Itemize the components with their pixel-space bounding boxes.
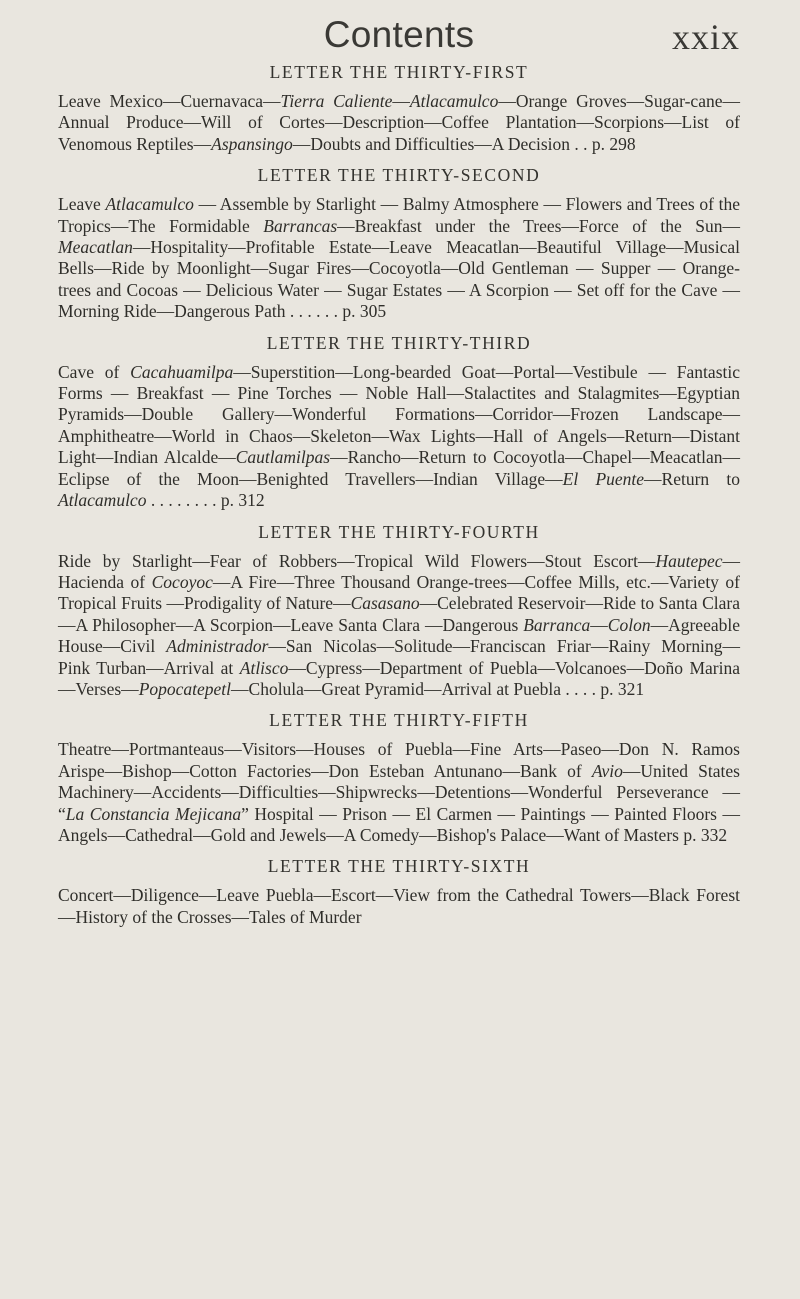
italic-term: Barranca [523,614,591,635]
letter-summary: Concert—Diligence—Leave Puebla—Escort—View from the Cathedral Towers—Black Forest—History of the Crosses—Tales of Murder [58,885,740,927]
letter-heading: LETTER THE THIRTY-FIFTH [269,710,529,731]
page-reference: p. 305 [342,301,387,322]
dot-leader: . . [570,133,592,154]
folio-page-number: xxix [671,17,740,57]
page-reference: p. 321 [600,678,645,699]
letter-heading: LETTER THE THIRTY-SECOND [257,165,541,186]
italic-term: Hautepec [655,550,723,571]
letter-heading: LETTER THE THIRTY-SIXTH [267,856,531,877]
letter-heading: LETTER THE THIRTY-THIRD [266,332,532,353]
letter-summary: Ride by Starlight—Fear of Robbers—Tropical Wild Flowers—Stout Escort—Hautepec—Hacienda of Cocoyoc—A Fire—Three Thousand Orange-trees—Coffee Mills, etc.—Variety of Tropical Fruits —Prodigality of Nature—Casasano—Celebrated Reservoir—Ride to Santa Clara—A Philosopher—A Scorpion—Leave Santa Clara —Dangerous Barranca—Colon—Agreeable House—Civil Administrador—San Nicolas—Solitude—Franciscan Friar—Rainy Morning—Pink Turban—Arrival at Atlisco—Cypress—Department of Puebla—Volcanoes—Doño Marina—Verses—Popocatepetl—Cholula—Great Pyramid—Arrival at Puebla . . . . p. 321 [58,550,740,699]
letter-entry [58,62,740,155]
italic-term: Meacatlan [58,237,133,258]
letter-summary: Leave Mexico—Cuernavaca—Tierra Caliente—Atlacamulco—Orange Groves—Sugar-cane—Annual Produce—Will of Cortes—Description—Coffee Plantation—Scorpions—List of Venomous Reptiles—Aspansingo—Doubts and Difficulties—A Decision . . p. 298 [58,91,740,154]
letter-heading: LETTER THE THIRTY-FOURTH [258,521,540,542]
page-reference: p. 298 [591,133,636,154]
page-reference: p. 312 [220,490,265,511]
letter-summary: Theatre—Portmanteaus—Visitors—Houses of Puebla—Fine Arts—Paseo—Don N. Ramos Arispe—Bishop—Cotton Factories—Don Esteban Antunano—Bank of Avio—United States Machinery—Accidents—Difficulties—Shipwrecks—Detentions—Wonderful Perseverance — “La Constancia Mejicana” Hospital — Prison — El Carmen — Paintings — Painted Floors — Angels—Cathedral—Gold and Jewels—A Comedy—Bishop's Palace—Want of Masters p. 332 [58,739,741,845]
letter-entry [58,333,740,512]
running-head [58,0,740,60]
dot-leader: . . . . . . [285,301,343,322]
letter-entry [58,522,740,701]
dot-leader: . . . . [561,678,601,699]
letter-entry [58,856,740,928]
italic-term: Administrador [166,636,269,657]
italic-term: La Constancia Mejicana [65,803,242,824]
dot-leader: . . . . . . . . [146,490,221,511]
italic-term: Cacahuamilpa [130,361,234,382]
italic-term: Barrancas [263,215,338,236]
italic-term: Atlacamulco [105,194,194,215]
italic-term: Popocatepetl [138,678,232,699]
italic-term: Colon [607,614,651,635]
letter-summary: Cave of Cacahuamilpa—Superstition—Long-bearded Goat—Portal—Vestibule — Fantastic Forms — Breakfast — Pine Torches — Noble Hall—Stalactites and Stalagmites—Egyptian Pyramids—Double Gallery—Wonderful Formations—Corridor—Frozen Landscape—Amphitheatre—World in Chaos—Skeleton—Wax Lights—Hall of Angels—Return—Distant Light—Indian Alcalde—Cautlamilpas—Rancho—Return to Cocoyotla—Chapel—Meacatlan—Eclipse of the Moon—Benighted Travellers—Indian Village—El Puente—Return to Atlacamulco . . . . . . . . p. 312 [58,361,740,511]
italic-term: Cautlamilpas [235,447,331,468]
letter-entry [58,165,740,322]
italic-term: Atlacamulco [409,91,499,111]
italic-term: Tierra Caliente [280,91,393,111]
italic-term: Atlisco [239,657,289,678]
italic-term: Avio [591,760,623,781]
italic-term: Atlacamulco [58,490,147,511]
running-title: Contents [323,14,475,55]
letter-heading: LETTER THE THIRTY-FIRST [269,62,529,82]
letter-summary: Leave Atlacamulco — Assemble by Starlight — Balmy Atmosphere — Flowers and Trees of the Tropics—The Formidable Barrancas—Breakfast under the Trees—Force of the Sun—Meacatlan—Hospitality—Profitable Estate—Leave Meacatlan—Beautiful Village—Musical Bells—Ride by Moonlight—Sugar Fires—Cocoyotla—Old Gentleman — Supper — Orange-trees and Cocoas — Delicious Water — Sugar Estates — A Scorpion — Set off for the Cave — Morning Ride—Dangerous Path . . . . . . p. 305 [58,194,740,322]
italic-term: Casasano [350,593,420,614]
italic-term: Cocoyoc [151,571,213,592]
italic-term: Aspansingo [211,133,293,154]
italic-term: El Puente [562,468,645,489]
page-reference: p. 332 [683,824,728,845]
letter-entry [58,710,740,846]
